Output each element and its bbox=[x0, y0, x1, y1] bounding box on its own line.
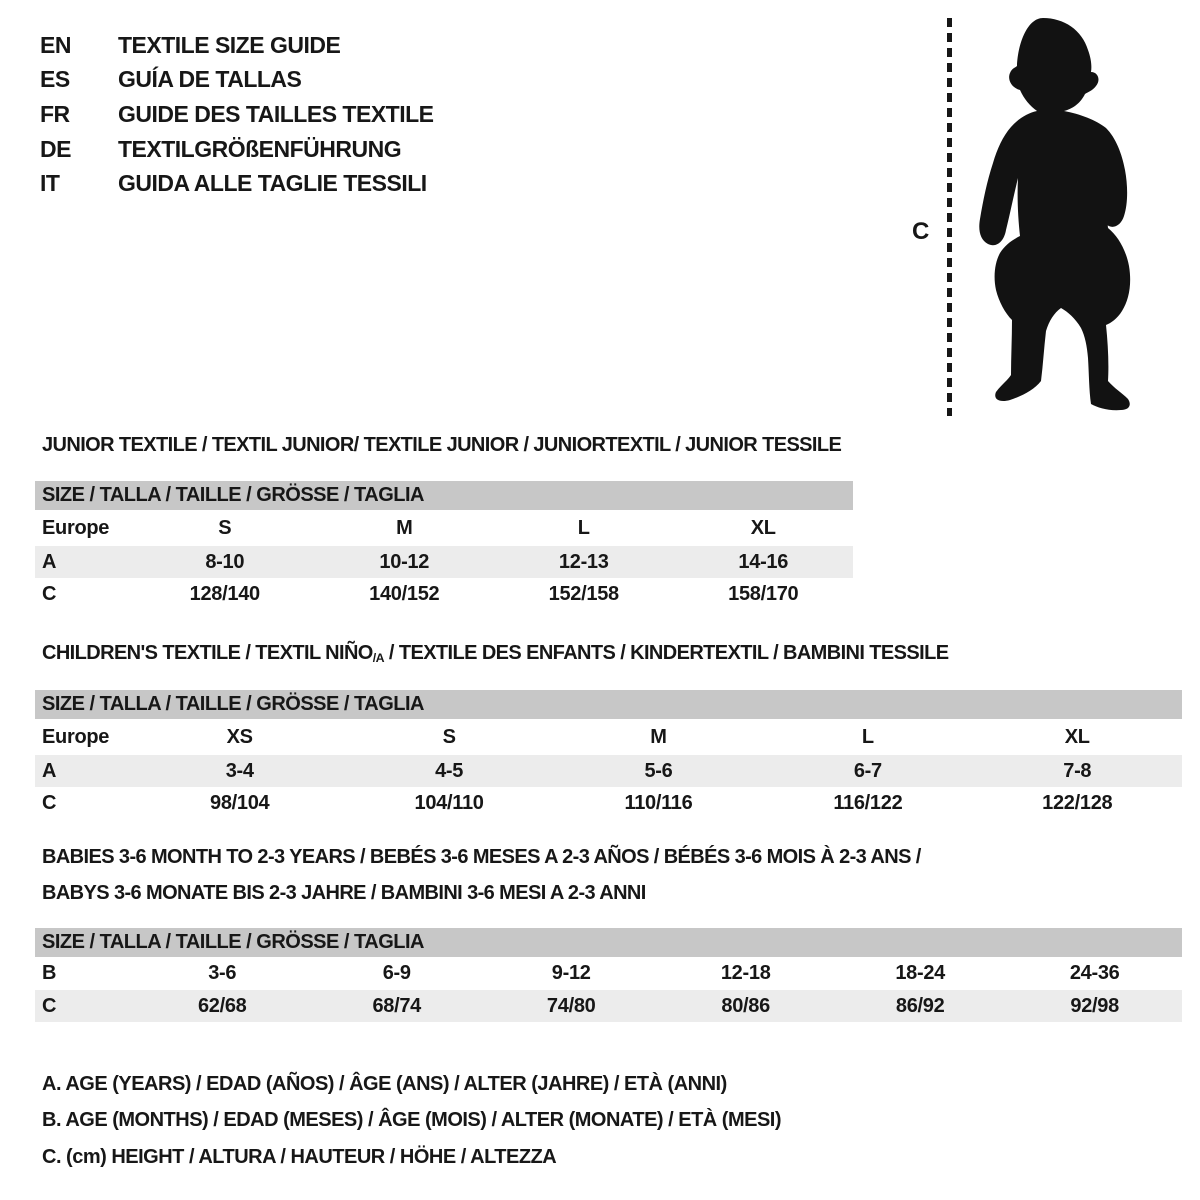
value-cell: 86/92 bbox=[895, 994, 945, 1017]
value-cell: 6-9 bbox=[382, 962, 411, 984]
babies-section-title-line1: BABIES 3-6 MONTH TO 2-3 YEARS / BEBÉS 3-6 MESES A 2-3 AÑOS / BÉBÉS 3-6 MOIS À 2-3 ANS / bbox=[42, 846, 921, 868]
value-cell: 14-16 bbox=[738, 550, 789, 573]
language-title: TEXTILE SIZE GUIDE bbox=[118, 31, 341, 58]
junior-age-row bbox=[35, 546, 853, 578]
value-cell: 152/158 bbox=[548, 582, 619, 605]
row-label: C bbox=[42, 582, 57, 605]
junior-height-row bbox=[35, 578, 853, 610]
size-cell: XS bbox=[226, 725, 253, 748]
junior-size-table bbox=[35, 481, 853, 610]
children-title-suffix: / TEXTILE DES ENFANTS / KINDERTEXTIL / BAMBINI TESSILE bbox=[383, 642, 949, 664]
children-title-sub: /A bbox=[372, 651, 384, 666]
value-cell: 18-24 bbox=[895, 962, 945, 984]
babies-months-row bbox=[35, 957, 1182, 990]
footnote-age-years: A. AGE (YEARS) / EDAD (AÑOS) / ÂGE (ANS) / ALTER (JAHRE) / ETÀ (ANNI) bbox=[42, 1072, 727, 1095]
size-cell: S bbox=[442, 725, 456, 748]
value-cell: 4-5 bbox=[435, 759, 464, 782]
babies-table-header: SIZE / TALLA / TAILLE / GRÖSSE / TAGLIA bbox=[35, 928, 1182, 957]
language-code: IT bbox=[40, 170, 60, 197]
value-cell: 12-18 bbox=[720, 962, 771, 984]
footnote-age-months: B. AGE (MONTHS) / EDAD (MESES) / ÂGE (MOIS) / ALTER (MONATE) / ETÀ (MESI) bbox=[42, 1109, 782, 1132]
size-cell: XL bbox=[1064, 725, 1090, 748]
babies-size-table bbox=[35, 928, 1182, 1022]
junior-table-header: SIZE / TALLA / TAILLE / GRÖSSE / TAGLIA bbox=[35, 481, 853, 510]
language-code: ES bbox=[40, 66, 70, 93]
children-table-header: SIZE / TALLA / TAILLE / GRÖSSE / TAGLIA bbox=[35, 690, 1182, 719]
language-title: GUIDA ALLE TAGLIE TESSILI bbox=[118, 170, 427, 197]
language-row-en bbox=[40, 28, 434, 63]
value-cell: 116/122 bbox=[833, 791, 903, 814]
size-cell: M bbox=[396, 516, 413, 539]
height-measure-dashed-line bbox=[947, 18, 952, 416]
value-cell: 68/74 bbox=[372, 994, 421, 1017]
size-cell: XL bbox=[750, 516, 776, 539]
children-section-title bbox=[42, 642, 948, 665]
baby-silhouette-icon bbox=[960, 14, 1140, 418]
height-measure-label: C bbox=[912, 218, 930, 245]
language-list bbox=[40, 28, 434, 201]
row-label: C bbox=[42, 791, 57, 814]
size-cell: M bbox=[650, 725, 667, 748]
language-code: FR bbox=[40, 100, 70, 127]
row-label: A bbox=[42, 550, 57, 573]
language-row-de bbox=[40, 132, 434, 167]
value-cell: 24-36 bbox=[1069, 962, 1120, 984]
value-cell: 62/68 bbox=[197, 994, 247, 1017]
row-label: Europe bbox=[42, 516, 110, 539]
junior-europe-row bbox=[35, 510, 853, 546]
value-cell: 110/116 bbox=[624, 791, 693, 814]
babies-height-row bbox=[35, 990, 1182, 1022]
value-cell: 74/80 bbox=[546, 994, 596, 1017]
footnote-list bbox=[42, 1066, 781, 1176]
value-cell: 9-12 bbox=[551, 962, 591, 984]
language-code: EN bbox=[40, 31, 71, 58]
language-row-it bbox=[40, 166, 434, 201]
babies-section-title-line2: BABYS 3-6 MONATE BIS 2-3 JAHRE / BAMBINI 3-6 MESI A 2-3 ANNI bbox=[42, 882, 646, 904]
children-age-row bbox=[35, 755, 1182, 787]
language-row-es bbox=[40, 63, 434, 98]
value-cell: 3-4 bbox=[225, 759, 254, 782]
row-label: C bbox=[42, 994, 57, 1017]
value-cell: 3-6 bbox=[208, 962, 237, 984]
value-cell: 6-7 bbox=[853, 759, 882, 782]
value-cell: 5-6 bbox=[644, 759, 673, 782]
children-height-row bbox=[35, 787, 1182, 819]
children-europe-row bbox=[35, 719, 1182, 755]
value-cell: 12-13 bbox=[558, 550, 609, 573]
value-cell: 128/140 bbox=[189, 582, 260, 605]
language-title: GUÍA DE TALLAS bbox=[118, 66, 302, 93]
value-cell: 104/110 bbox=[414, 791, 484, 814]
value-cell: 92/98 bbox=[1070, 994, 1119, 1017]
language-code: DE bbox=[40, 135, 71, 162]
value-cell: 10-12 bbox=[379, 550, 430, 573]
footnote-height-cm: C. (cm) HEIGHT / ALTURA / HAUTEUR / HÖHE / ALTEZZA bbox=[42, 1145, 557, 1168]
row-label: A bbox=[42, 759, 57, 782]
language-title: TEXTILGRÖßENFÜHRUNG bbox=[118, 135, 402, 162]
children-size-table bbox=[35, 690, 1182, 819]
children-title-prefix: CHILDREN'S TEXTILE / TEXTIL NIÑO bbox=[42, 642, 373, 664]
size-cell: L bbox=[861, 725, 874, 748]
value-cell: 140/152 bbox=[369, 582, 440, 605]
size-cell: S bbox=[218, 516, 232, 539]
value-cell: 158/170 bbox=[728, 582, 799, 605]
language-title: GUIDE DES TAILLES TEXTILE bbox=[118, 100, 434, 127]
value-cell: 7-8 bbox=[1063, 759, 1092, 782]
size-cell: L bbox=[577, 516, 590, 539]
value-cell: 122/128 bbox=[1042, 791, 1113, 814]
value-cell: 98/104 bbox=[210, 791, 270, 814]
junior-section-title: JUNIOR TEXTILE / TEXTIL JUNIOR/ TEXTILE JUNIOR / JUNIORTEXTIL / JUNIOR TESSILE bbox=[42, 434, 842, 456]
row-label: Europe bbox=[42, 725, 110, 748]
row-label: B bbox=[42, 962, 57, 984]
language-row-fr bbox=[40, 97, 434, 132]
value-cell: 8-10 bbox=[205, 550, 245, 573]
value-cell: 80/86 bbox=[721, 994, 770, 1017]
